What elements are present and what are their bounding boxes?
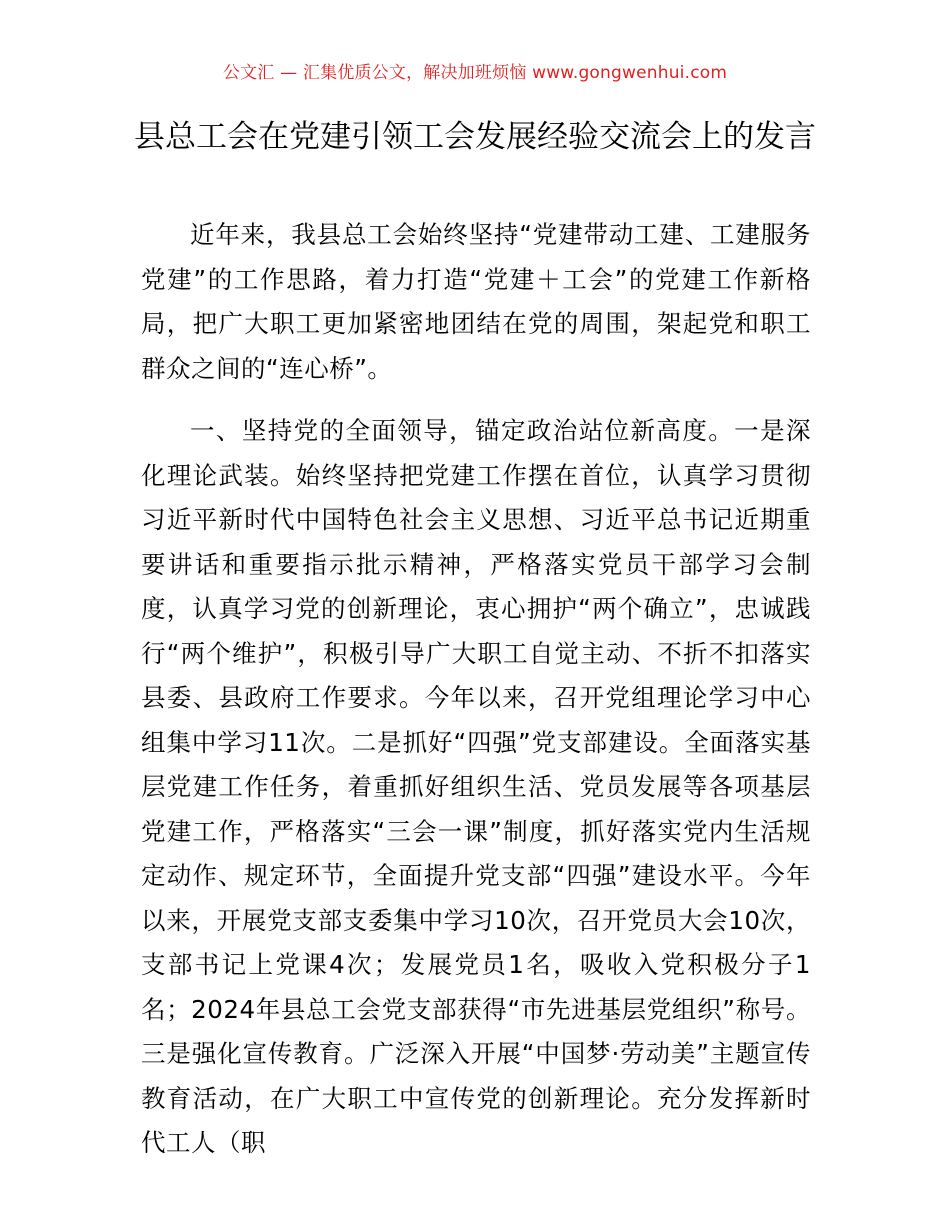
paragraph-section-1: 一、坚持党的全面领导，锚定政治站位新高度。一是深化理论武装。始终坚持把党建工作摆在首位，认真学习贯彻习近平新时代中国特色社会主义思想、习近平总书记近期重要讲话和重要指示批示精神，严格落实党员干部学习会制度，认真学习党的创新理论，衷心拥护“两个确立”，忠诚践行“两个维护”，积极引导广大职工自觉主动、不折不扣落实县委、县政府工作要求。今年以来，召开党组理论学习中心组集中学习11次。二是抓好“四强”党支部建设。全面落实基层党建工作任务，着重抓好组织生活、党员发展等各项基层党建工作，严格落实“三会一课”制度，抓好落实党内生活规定动作、规定环节，全面提升党支部“四强”建设水平。今年以来，开展党支部支委集中学习10次，召开党员大会10次，支部书记上党课4次；发展党员1名，吸收入党积极分子1名；2024年县总工会党支部获得“市先进基层党组织”称号。三是强化宣传教育。广泛深入开展“中国梦·劳动美”主题宣传教育活动，在广大职工中宣传党的创新理论。充分发挥新时代工人（职 [141, 416, 811, 1157]
document-title: 县总工会在党建引领工会发展经验交流会上的发言 [134, 119, 816, 155]
document-body [141, 213, 811, 1184]
site-banner: 公文汇 — 汇集优质公文，解决加班烦恼 www.gongwenhui.com [222, 63, 728, 83]
paragraph-intro: 近年来，我县总工会始终坚持“党建带动工建、工建服务党建”的工作思路，着力打造“党建＋工会”的党建工作新格局，把广大职工更加紧密地团结在党的周围，架起党和职工群众之间的“连心桥”。 [141, 220, 811, 383]
